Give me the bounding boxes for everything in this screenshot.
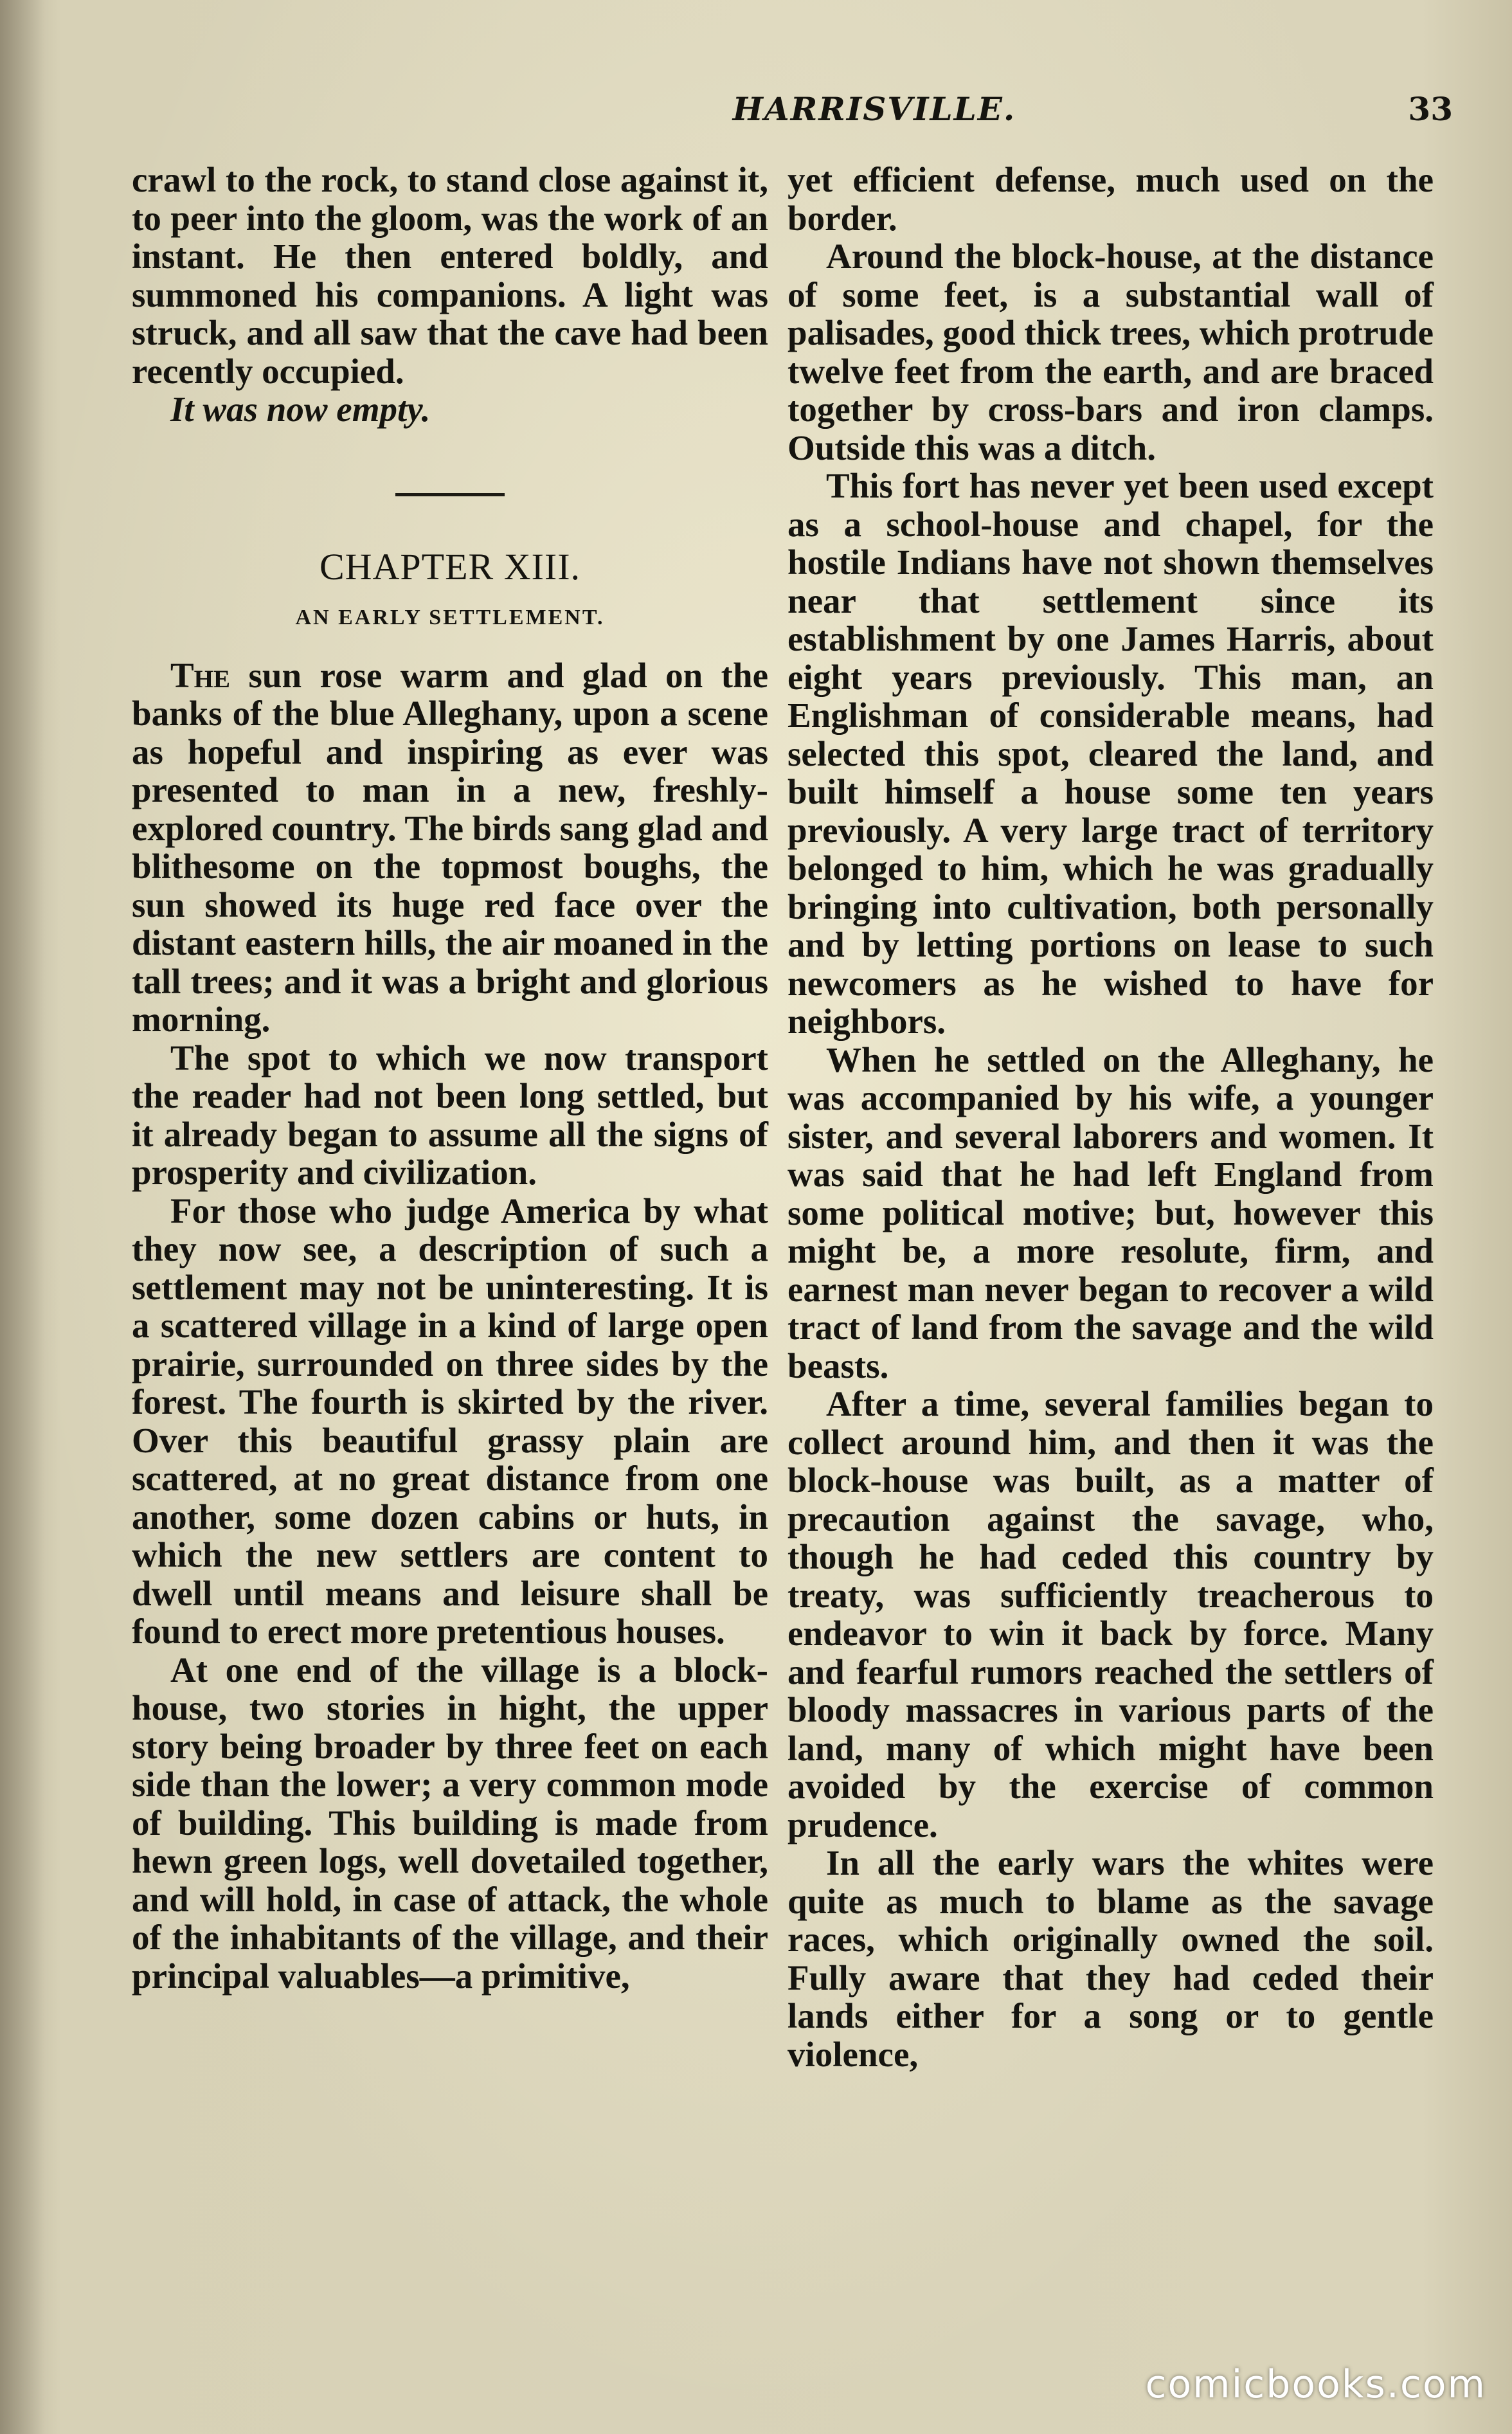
paragraph: When he settled on the Alleghany, he was accompanied by his wife, a younger sister, and several laborers and women. It was said that he had left England from some political motive; but, however this might be, a more resolute, firm, and earnest man never began to recover a wild tract of land from the savage and the wild beasts.: [788, 1040, 1434, 1385]
page-edge-shadow: [0, 0, 45, 2434]
paragraph: At one end of the village is a block-house, two stories in hight, the upper story being broader by three feet on each side than the lower; a very common mode of building. This building is made from hewn green logs, well dovetailed together, and will hold, in case of attack, the whole of the inhabitants of the village, and their principal valuables—a primitive,: [132, 1650, 768, 1996]
watermark: comicbooks.com: [1145, 2362, 1486, 2407]
chapter-title: CHAPTER XIII.: [319, 545, 581, 588]
paragraph: After a time, several families began to collect around him, and then it was the block-house was built, as a matter of precaution against the savage, who, though he had ceded this country by treaty, was sufficiently treacherous to endeavor to win it back by force. Many and fearful rumors reached the settlers of bloody massacres in various parts of the land, many of which might have been avoided by the exercise of common prudence.: [788, 1384, 1434, 1844]
paragraph: In all the early wars the whites were quite as much to blame as the savage races, which originally owned the soil. Fully aware that they had ceded their lands either for a song or to gentle violence,: [788, 1843, 1434, 2074]
section-rule: [395, 493, 505, 496]
continuation-paragraph: yet efficient defense, much used on the border.: [788, 160, 1434, 238]
paragraph: The spot to which we now transport the reader had not been long settled, but it already began to assume all the signs of prosperity and civilization.: [132, 1038, 768, 1192]
paragraph: Around the block-house, at the distance of some feet, is a substantial wall of palisades, good thick trees, which protrude twelve feet from the earth, and are braced together by cross-bars and iron clamps. Outside this was a ditch.: [788, 237, 1434, 467]
page-header: [116, 90, 1453, 141]
paragraph-text: sun rose warm and glad on the banks of the blue Alleghany, upon a scene as hopeful and inspiring as ever was presented to man in a new, freshly-explored country. The birds sang glad and blithesome on the topmost boughs, the sun showed its huge red face over the distant eastern hills, the air moaned in the tall trees; and it was a bright and glorious morning.: [132, 655, 768, 1039]
lead-word: The: [170, 655, 231, 695]
chapter-subtitle: AN EARLY SETTLEMENT.: [295, 606, 605, 629]
right-column: [788, 161, 1434, 2073]
page-number: 33: [1408, 90, 1453, 128]
paragraph: [132, 656, 768, 1039]
left-column: [132, 161, 768, 1995]
continuation-paragraph: crawl to the rock, to stand close against it, to peer into the gloom, was the work of an instant. He then entered boldly, and summoned his companions. A light was struck, and all saw that the cave had been recently occupied.: [132, 160, 768, 391]
paragraph: This fort has never yet been used except as a school-house and chapel, for the hostile Indians have not shown themselves near that settlement since its establishment by one James Harris, about eight years previously. This man, an Englishman of considerable means, had selected this spot, cleared the land, and built himself a house some ten years previously. A very large tract of territory belonged to him, which he was gradually bringing into cultivation, both personally and by letting portions on lease to such newcomers as he wished to have for neighbors.: [788, 466, 1434, 1041]
italic-line: It was now empty.: [170, 390, 431, 429]
running-head: HARRISVILLE.: [732, 90, 1016, 128]
paragraph: For those who judge America by what they now see, a description of such a settlement may not be uninteresting. It is a scattered village in a kind of large open prairie, surrounded on three sides by the forest. The fourth is skirted by the river. Over this beautiful grassy plain are scattered, at no great distance from one another, some dozen cabins or huts, in which the new settlers are content to dwell until means and leisure shall be found to erect more pretentious houses.: [132, 1191, 768, 1651]
